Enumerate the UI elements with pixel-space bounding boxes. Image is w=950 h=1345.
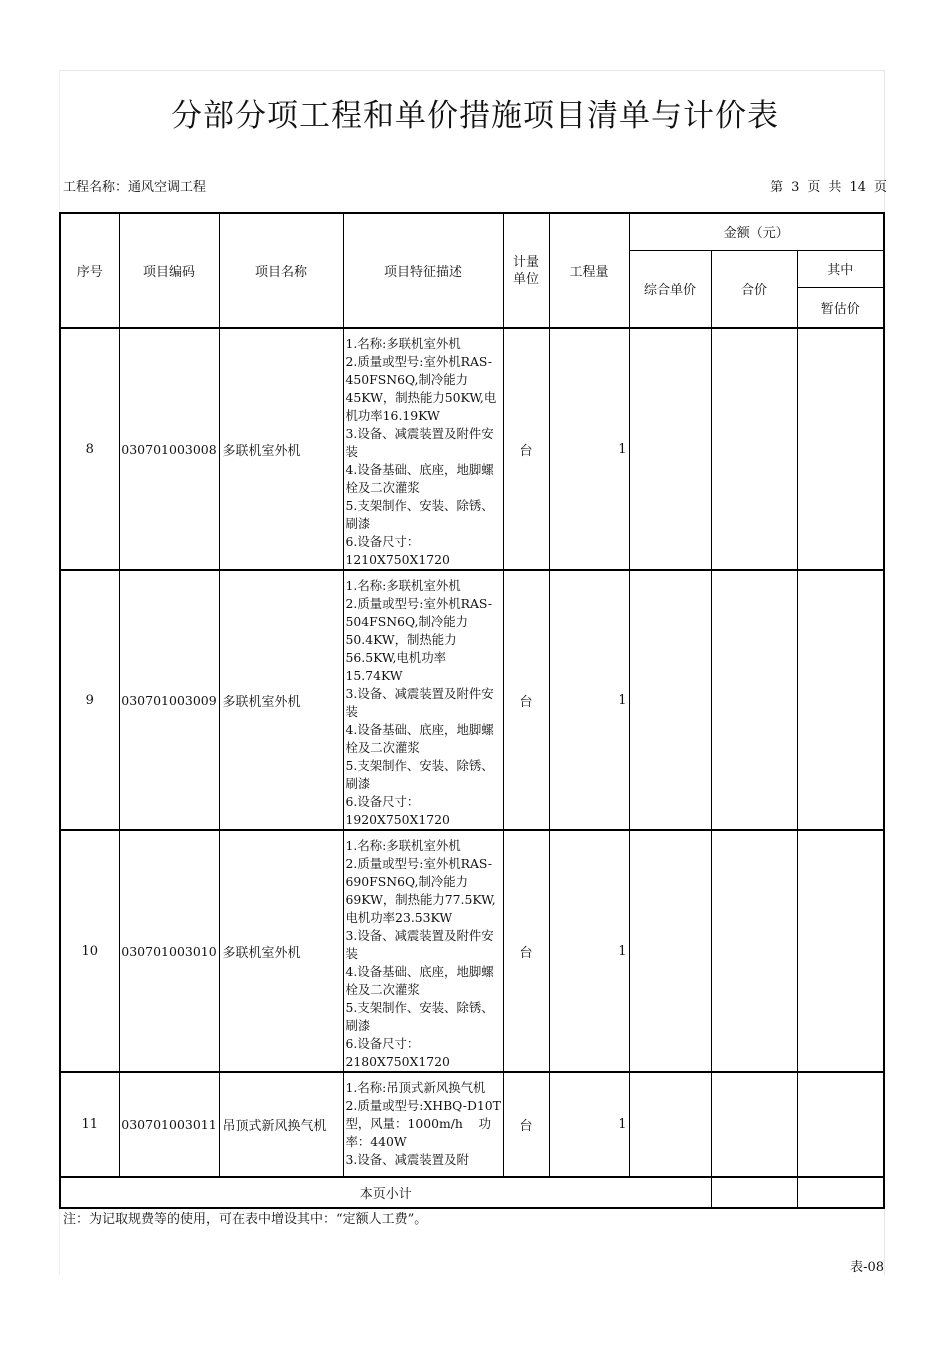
header-name: 项目名称 bbox=[219, 213, 343, 328]
row-code: 030701003010 bbox=[119, 830, 219, 1072]
pricing-table bbox=[59, 212, 885, 1209]
header-amount: 金额（元） bbox=[629, 213, 884, 250]
footnote: 注：为记取规费等的使用，可在表中增设其中：“定额人工费”。 bbox=[63, 1212, 428, 1227]
form-number: 表-08 bbox=[850, 1260, 884, 1275]
row-unit-price bbox=[629, 570, 711, 830]
row-unit: 台 bbox=[503, 328, 549, 570]
page-number-line bbox=[762, 176, 887, 195]
project-name-line bbox=[63, 176, 206, 195]
header-qty: 工程量 bbox=[549, 213, 629, 328]
row-provisional bbox=[797, 830, 884, 1072]
row-qty: 1 bbox=[549, 830, 629, 1072]
header-unit-price: 综合单价 bbox=[629, 250, 711, 328]
page-title: 分部分项工程和单价措施项目清单与计价表 bbox=[171, 98, 779, 134]
table-row bbox=[60, 1072, 884, 1177]
total-pages: 14 bbox=[849, 180, 866, 195]
subtotal-row bbox=[60, 1177, 884, 1208]
row-unit-price bbox=[629, 830, 711, 1072]
row-total-price bbox=[711, 1072, 797, 1177]
row-qty: 1 bbox=[549, 328, 629, 570]
row-code: 030701003011 bbox=[119, 1072, 219, 1177]
row-unit: 台 bbox=[503, 830, 549, 1072]
row-unit-price bbox=[629, 1072, 711, 1177]
page-unit: 页 bbox=[807, 180, 821, 195]
header-unit: 计量 单位 bbox=[503, 213, 549, 328]
row-name: 吊顶式新风换气机 bbox=[219, 1072, 343, 1177]
row-total-price bbox=[711, 830, 797, 1072]
table-row bbox=[60, 570, 884, 830]
row-code: 030701003008 bbox=[119, 328, 219, 570]
row-name: 多联机室外机 bbox=[219, 830, 343, 1072]
project-label: 工程名称： bbox=[63, 180, 129, 195]
header-provisional: 暂估价 bbox=[797, 287, 884, 328]
row-qty: 1 bbox=[549, 1072, 629, 1177]
header-total-price: 合价 bbox=[711, 250, 797, 328]
table-row bbox=[60, 830, 884, 1072]
row-provisional bbox=[797, 1072, 884, 1177]
row-name: 多联机室外机 bbox=[219, 328, 343, 570]
header-code: 项目编码 bbox=[119, 213, 219, 328]
row-seq: 10 bbox=[60, 830, 119, 1072]
row-desc: 1.名称:吊顶式新风换气机 2.质量或型号:XHBQ-D10T型，风量：1000m/h 功率：440W 3.设备、减震装置及附 bbox=[343, 1072, 503, 1177]
row-total-price bbox=[711, 570, 797, 830]
row-desc: 1.名称:多联机室外机 2.质量或型号:室外机RAS-450FSN6Q,制冷能力45KW，制热能力50KW,电机功率16.19KW 3.设备、减震装置及附件安装 4.设备基础、底座，地脚螺栓及二次灌浆 5.支架制作、安装、除锈、刷漆 6.设备尺寸：1210X750X1720 bbox=[343, 328, 503, 570]
page-label: 第 bbox=[770, 180, 784, 195]
page-number: 3 bbox=[791, 180, 800, 195]
row-unit: 台 bbox=[503, 570, 549, 830]
header-desc: 项目特征描述 bbox=[343, 213, 503, 328]
subtotal-provisional bbox=[797, 1177, 884, 1208]
total-unit: 页 bbox=[873, 180, 887, 195]
row-unit-price bbox=[629, 328, 711, 570]
row-desc: 1.名称:多联机室外机 2.质量或型号:室外机RAS-504FSN6Q,制冷能力50.4KW，制热能力 56.5KW,电机功率 15.74KW 3.设备、减震装置及附件安装 4.设备基础、底座，地脚螺栓及二次灌浆 5.支架制作、安装、除锈、刷漆 6.设备尺寸：1920X750X1720 bbox=[343, 570, 503, 830]
row-total-price bbox=[711, 328, 797, 570]
row-unit: 台 bbox=[503, 1072, 549, 1177]
row-provisional bbox=[797, 570, 884, 830]
row-seq: 11 bbox=[60, 1072, 119, 1177]
row-name: 多联机室外机 bbox=[219, 570, 343, 830]
row-provisional bbox=[797, 328, 884, 570]
row-code: 030701003009 bbox=[119, 570, 219, 830]
project-name: 通风空调工程 bbox=[128, 180, 207, 195]
header-of-which: 其中 bbox=[797, 250, 884, 287]
subtotal-total-price bbox=[711, 1177, 797, 1208]
row-seq: 8 bbox=[60, 328, 119, 570]
row-desc: 1.名称:多联机室外机 2.质量或型号:室外机RAS-690FSN6Q,制冷能力69KW，制热能力77.5KW,电机功率23.53KW 3.设备、减震装置及附件安装 4.设备基础、底座，地脚螺栓及二次灌浆 5.支架制作、安装、除锈、刷漆 6.设备尺寸：2180X750X1720 bbox=[343, 830, 503, 1072]
table-row bbox=[60, 328, 884, 570]
subtotal-label: 本页小计 bbox=[60, 1177, 711, 1208]
row-seq: 9 bbox=[60, 570, 119, 830]
total-label: 共 bbox=[828, 180, 842, 195]
row-qty: 1 bbox=[549, 570, 629, 830]
header-seq: 序号 bbox=[60, 213, 119, 328]
